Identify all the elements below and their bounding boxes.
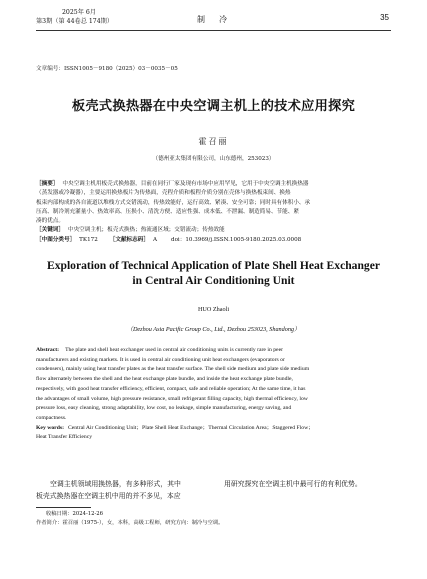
body-right-column [224, 478, 391, 490]
abstract-en-line: the advantages of small volume, high pressure resistance, small refrigerant filling capacity, high thermal efficiency, low [36, 395, 308, 402]
doc-code-value: A [152, 236, 157, 243]
clc-label: ［中图分类号］ [36, 236, 76, 243]
issue-volume: 第3期（第 44卷总 174期） [36, 18, 114, 25]
journal-name: 制 冷 [197, 15, 230, 24]
abstract-en-label: Abstract: [36, 347, 60, 353]
footnote [36, 510, 223, 527]
classification-line [36, 236, 391, 245]
keywords-en-label: Key words: [36, 424, 64, 431]
body-paragraph-line: 用研究探究在空调主机中最可行的有利优势。 [224, 480, 362, 488]
title-en-line2: in Central Air Conditioning Unit [132, 274, 295, 287]
abstract-cn-line: 压高、制冷剂充灌量小、热效率高、压损小、清洗方便、适应性强、成本低、不泄漏、制造简易、节能、紧 [36, 208, 299, 215]
title-en [36, 258, 391, 288]
page-number: 35 [380, 13, 389, 22]
abstract-cn-line: 中央空调主机用板壳式换热器，目前在同行厂家及现有市场中应用罕见，它用于中央空调主机换热器 [62, 181, 309, 187]
abstract-en-line: respectively, with good heat transfer efficiency, efficient, compact, safe and reliable operation; At the same time, it has [36, 385, 306, 392]
abstract-en-line: The plate and shell heat exchanger used in central air conditioning units is currently rare in peer [65, 347, 284, 353]
body-paragraph-line: 空调主机领域用换热器，有多种形式，其中 [50, 480, 181, 488]
doc-code-label: ［文献标志码］ [109, 236, 149, 243]
author-cn: 霍召丽 [198, 137, 229, 146]
abstract-en-line: manufacturers and existing markets. It is used in central air conditioning unit heat exchangers (evaporators or [36, 356, 285, 363]
abstract-en [36, 346, 391, 443]
doi: doi：10.3969/j.ISSN.1005-9180.2025.03.0008 [170, 236, 302, 243]
issue-date: 2025年 6月 [62, 9, 97, 16]
title-en-line1: Exploration of Technical Application of Plate Shell Heat Exchanger [46, 259, 380, 272]
title-cn: 板壳式换热器在中央空调主机上的技术应用探究 [71, 99, 356, 114]
affiliation-cn: （德州亚太集团有限公司，山东德州，253023） [152, 156, 275, 162]
footnote-rule [36, 507, 91, 508]
abstract-en-line: condensers), mainly using heat transfer plates as the heat transfer surface. The shell side medium and plate side medium [36, 366, 310, 373]
keywords-cn: 中央空调主机；板壳式换热；热流通区域；交错流动；传热效能 [67, 227, 225, 234]
abstract-cn-line: 板束内部构成的各自流道以堆栈方式交错流动，传热效能好，运行高效、紧凑、安全可靠；同时具有体积小、承 [36, 199, 311, 206]
abstract-en-line: compactness. [36, 414, 67, 421]
abstract-cn-label: ［摘要］ [36, 181, 59, 187]
article-number: 文章编号：ISSN1005－9180（2025）03－0035－05 [36, 66, 178, 72]
abstract-cn-line: （蒸发器或冷凝器），主要运用换热板片为传热面，壳程介质和板程介质分别在壳体与换热板束间、换热 [36, 190, 291, 197]
author-bio: 作者简介：霍召丽（1975-），女，本科，高级工程师，研究方向：制冷与空调。 [36, 519, 224, 526]
clc-value: TK172 [79, 236, 98, 243]
affiliation-en: （Dezhou Asia Pacific Group Co., Ltd., Dezhou 253023, Shandong） [126, 326, 301, 333]
abstract-cn-line: 凑的优点。 [36, 218, 64, 225]
abstract-en-line: pressure loss, easy cleaning, strong adaptability, low cost, no leakage, simple manufacturing, energy saving, and [36, 405, 292, 412]
body-paragraph-line: 板壳式换热器在空调主机中用的并不多见，本应 [36, 492, 181, 500]
keywords-en-line2: Heat Transfer Efficiency [36, 434, 93, 441]
header-rule [36, 30, 391, 31]
received-date: 收稿日期：2024-12-26 [46, 511, 104, 517]
body-left-column [36, 478, 214, 502]
abstract-en-line: flow alternately between the shell and the heat exchange plate bundle, and inside the heat exchange plate bundle, [36, 376, 293, 383]
author-en: HUO Zhaoli [197, 306, 230, 313]
abstract-cn [36, 180, 391, 245]
keywords-cn-label: ［关键词］ [36, 227, 64, 234]
keywords-en-line1: Central Air Conditioning Unit；Plate Shell Heat Exchange；Thermal Circulation Area；Staggered Flow； [67, 424, 314, 431]
